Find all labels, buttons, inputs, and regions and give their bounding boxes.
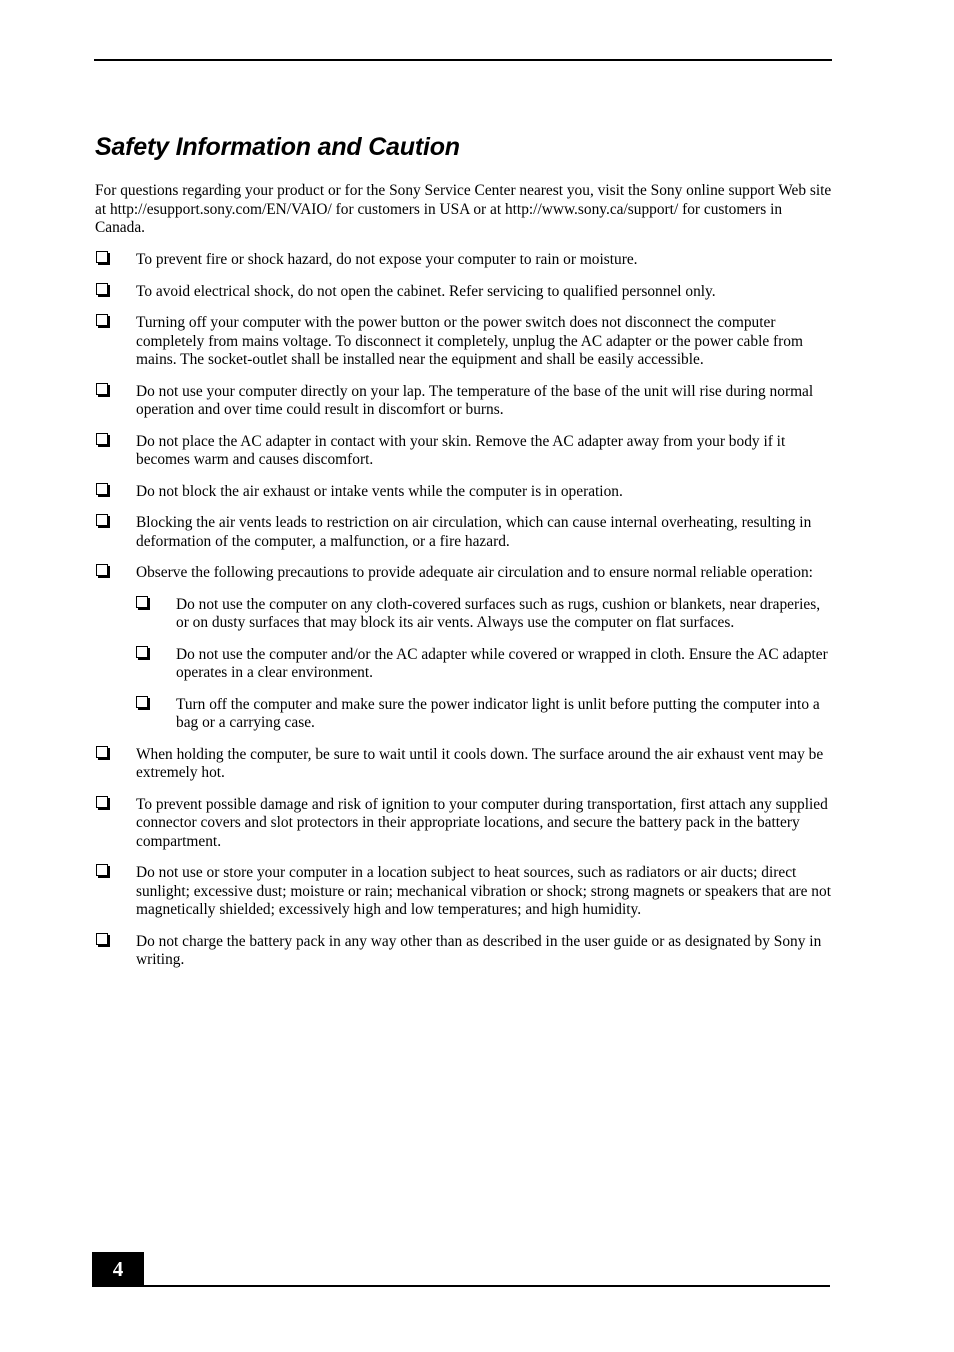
checkbox-bullet-icon (96, 746, 108, 758)
list-item (95, 383, 832, 420)
checkbox-bullet-icon (96, 796, 108, 808)
list-item-text: Do not use or store your computer in a location subject to heat sources, such as radiators or air ducts; direct sunlight; excessive dust; moisture or rain; mechanical vibration or shock; strong magnets or speakers that are not magnetically shielded; excessively high and low temperatures; and high humidity. (136, 864, 831, 918)
list-item-text: Turning off your computer with the power button or the power switch does not disconnect the computer completely from mains voltage. To disconnect it completely, unplug the AC adapter or the power cable from mains. The socket-outlet shall be installed near the equipment and shall be easily accessible. (136, 314, 803, 368)
footer-rule (92, 1285, 830, 1287)
checkbox-bullet-icon (96, 251, 108, 263)
list-item-text: Do not place the AC adapter in contact with your skin. Remove the AC adapter away from your body if it becomes warm and causes discomfort. (136, 432, 786, 468)
list-item-text: Do not use your computer directly on your lap. The temperature of the base of the unit will rise during normal operation and over time could result in discomfort or burns. (136, 382, 814, 418)
list-item (95, 746, 832, 783)
list-item (95, 933, 832, 970)
header-rule (94, 59, 832, 61)
list-item-text: When holding the computer, be sure to wait until it cools down. The surface around the air exhaust vent may be extremely hot. (136, 745, 824, 781)
list-item (95, 864, 832, 920)
checkbox-bullet-icon (96, 314, 108, 326)
list-item-text: Do not block the air exhaust or intake vents while the computer is in operation. (136, 482, 623, 500)
list-item (95, 796, 832, 852)
intro-paragraph: For questions regarding your product or for the Sony Service Center nearest you, visit the Sony online support Web site at http://esupport.sony.com/EN/VAIO/ for customers in USA or at http://www.sony.ca/support/ for customers in Canada. (95, 182, 832, 236)
sub-list-item (135, 646, 832, 683)
checkbox-bullet-icon (96, 483, 108, 495)
checkbox-bullet-icon (96, 383, 108, 395)
list-item (95, 314, 832, 370)
page-number: 4 (92, 1252, 144, 1286)
list-item (95, 283, 832, 302)
checkbox-bullet-icon (96, 933, 108, 945)
list-item-text: Blocking the air vents leads to restriction on air circulation, which can cause internal overheating, resulting in deformation of the computer, a malfunction, or a fire hazard. (136, 514, 812, 550)
checkbox-bullet-icon (136, 696, 148, 708)
checkbox-bullet-icon (96, 433, 108, 445)
list-item-text: Observe the following precautions to provide adequate air circulation and to ensure normal reliable operation: (136, 564, 813, 581)
list-item (95, 564, 832, 583)
sub-list-item-text: Turn off the computer and make sure the power indicator light is unlit before putting the computer into a bag or a carrying case. (176, 695, 820, 731)
sub-list-item (135, 696, 832, 733)
list-item (95, 514, 832, 551)
sub-list-item-text: Do not use the computer and/or the AC adapter while covered or wrapped in cloth. Ensure the AC adapter operates in a clear environment. (176, 645, 828, 681)
list-item-text: To avoid electrical shock, do not open the cabinet. Refer servicing to qualified personnel only. (136, 282, 716, 300)
checkbox-bullet-icon (96, 514, 108, 526)
sub-list-item-text: Do not use the computer on any cloth-covered surfaces such as rugs, cushion or blankets, near draperies, or on dusty surfaces that may block its air vents. Always use the computer on flat surfaces. (176, 595, 821, 631)
checkbox-bullet-icon (96, 864, 108, 876)
list-item-text: Do not charge the battery pack in any way other than as described in the user guide or as designated by Sony in writing. (136, 932, 822, 968)
checkbox-bullet-icon (136, 646, 148, 658)
sub-list-item (135, 596, 832, 633)
checkbox-bullet-icon (96, 564, 108, 576)
checkbox-bullet-icon (136, 596, 148, 608)
section-title: Safety Information and Caution (95, 133, 460, 161)
list-item (95, 483, 832, 502)
list-item (95, 433, 832, 470)
list-item-text: To prevent fire or shock hazard, do not expose your computer to rain or moisture. (136, 251, 638, 268)
list-item-text: To prevent possible damage and risk of ignition to your computer during transportation, first attach any supplied connector covers and slot protectors in their appropriate locations, and secure the battery pack in the battery compartment. (136, 795, 828, 850)
checkbox-bullet-icon (96, 283, 108, 295)
list-item (95, 251, 832, 270)
safety-list (95, 251, 832, 983)
